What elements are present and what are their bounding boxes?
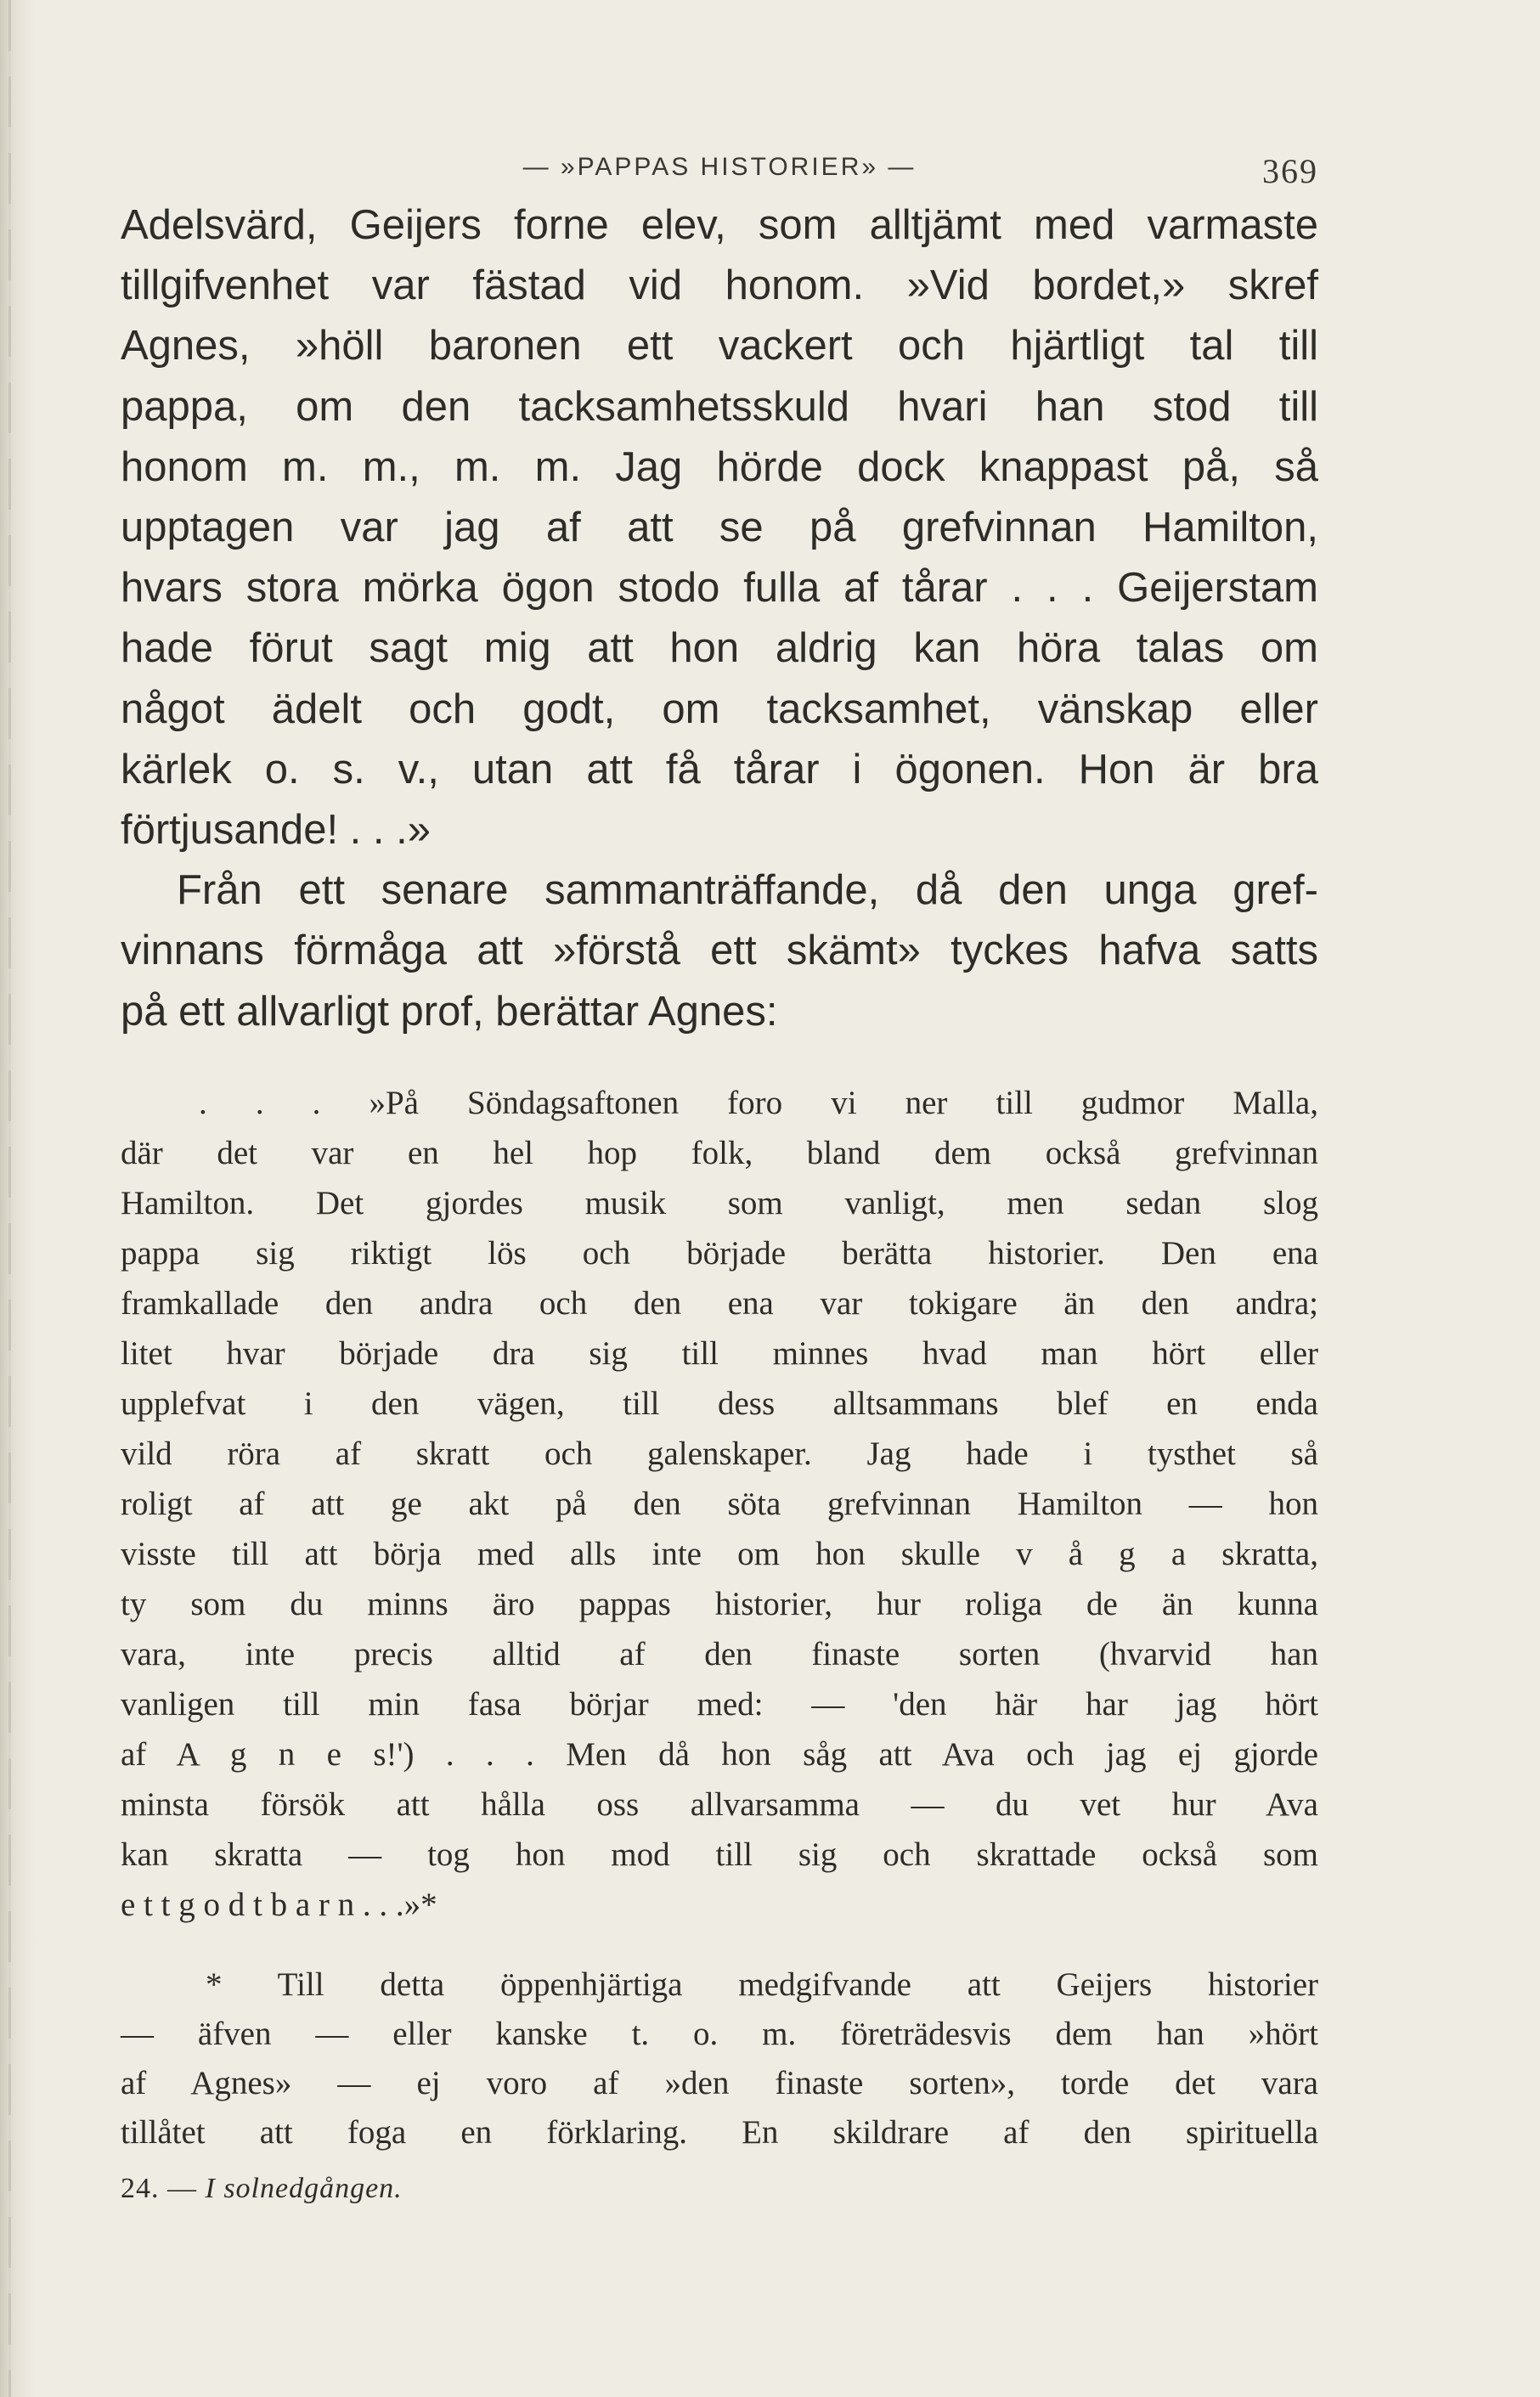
quoted-letter [121,1078,1318,1930]
binding-stitch-line [8,0,11,2397]
quote-line: där det var en hel hop folk, bland dem också grefvinnan [121,1134,1318,1171]
quote-line: af A g n e s!') . . . Men då hon såg att Ava och jag ej gjorde [121,1735,1318,1773]
footnote-line: — äfven — eller kanske t. o. m. företrädesvis dem han »hört [121,2015,1318,2052]
text-line: Från ett senare sammanträffande, då den unga gref- [177,867,1318,914]
quote-line: . . . »På Söndagsaftonen foro vi ner till gudmor Malla, [199,1084,1318,1121]
text-line: tillgifvenhet var fästad vid honom. »Vid bordet,» skref [121,262,1318,309]
text-line: upptagen var jag af att se på grefvinnan Hamilton, [121,505,1318,551]
paragraph-1 [121,195,1318,860]
page-binding-edge [0,0,37,2397]
quote-line: vara, inte precis alltid af den finaste sorten (hvarvid han [121,1635,1318,1672]
text-line: hvars stora mörka ögon stodo fulla af tårar . . . Geijerstam [121,565,1318,612]
quote-line: pappa sig riktigt lös och började berätta historier. Den ena [121,1234,1318,1272]
text-line: pappa, om den tacksamhetsskuld hvari han stod till [121,383,1318,430]
quote-line: framkallade den andra och den ena var tokigare än den andra; [121,1284,1318,1322]
quote-line: visste till att börja med alls inte om hon skulle v å g a skratta, [121,1535,1318,1572]
quote-line: kan skratta — tog hon mod till sig och skrattade också som [121,1836,1318,1873]
footnote [121,1960,1318,2157]
text-line: något ädelt och godt, om tacksamhet, vänskap eller [121,685,1318,732]
quote-line: ty som du minns äro pappas historier, hur roliga de än kunna [121,1585,1318,1622]
text-line: vinnans förmåga att »förstå ett skämt» tyckes hafva satts [121,928,1318,974]
quote-line: roligt af att ge akt på den söta grefvinnan Hamilton — hon [121,1485,1318,1522]
quote-line: e t t g o d t b a r n . . .»* [121,1886,437,1923]
text-line: förtjusande! . . .» [121,807,431,854]
signature-number: 24. [121,2172,160,2204]
text-line: Adelsvärd, Geijers forne elev, som alltjämt med varmaste [121,202,1318,248]
signature-dash: — [167,2172,197,2204]
text-line: Agnes, »höll baronen ett vackert och hjärtligt tal till [121,323,1318,369]
quote-line: vild röra af skratt och galenskaper. Jag hade i tysthet så [121,1435,1318,1472]
footnote-line: tillåtet att foga en förklaring. En skildrare af den spirituella [121,2113,1318,2151]
quote-line: upplefvat i den vägen, till dess alltsammans blef en enda [121,1385,1318,1422]
text-line: hade förut sagt mig att hon aldrig kan höra talas om [121,625,1318,672]
book-page [121,127,1318,2205]
footnote-line: * Till detta öppenhjärtiga medgifvande att Geijers historier [206,1966,1318,2003]
signature-mark [121,2173,1318,2205]
page-number: 369 [1262,152,1318,190]
quote-line: vanligen till min fasa börjar med: — 'den här har jag hört [121,1685,1318,1723]
signature-title: I solnedgången. [205,2172,403,2204]
quote-line: Hamilton. Det gjordes musik som vanligt, men sedan slog [121,1184,1318,1221]
quote-line: litet hvar började dra sig till minnes hvad man hört eller [121,1334,1318,1372]
text-line: kärlek o. s. v., utan att få tårar i ögonen. Hon är bra [121,746,1318,792]
paragraph-2 [121,860,1318,1042]
footnote-line: af Agnes» — ej voro af »den finaste sorten», torde det vara [121,2064,1318,2101]
text-line: på ett allvarligt prof, berättar Agnes: [121,988,778,1035]
text-line: honom m. m., m. m. Jag hörde dock knappast på, så [121,443,1318,490]
quote-line: minsta försök att hålla oss allvarsamma — du vet hur Ava [121,1785,1318,1823]
running-header [121,127,1318,195]
running-title: — »PAPPAS HISTORIER» — [522,153,917,181]
